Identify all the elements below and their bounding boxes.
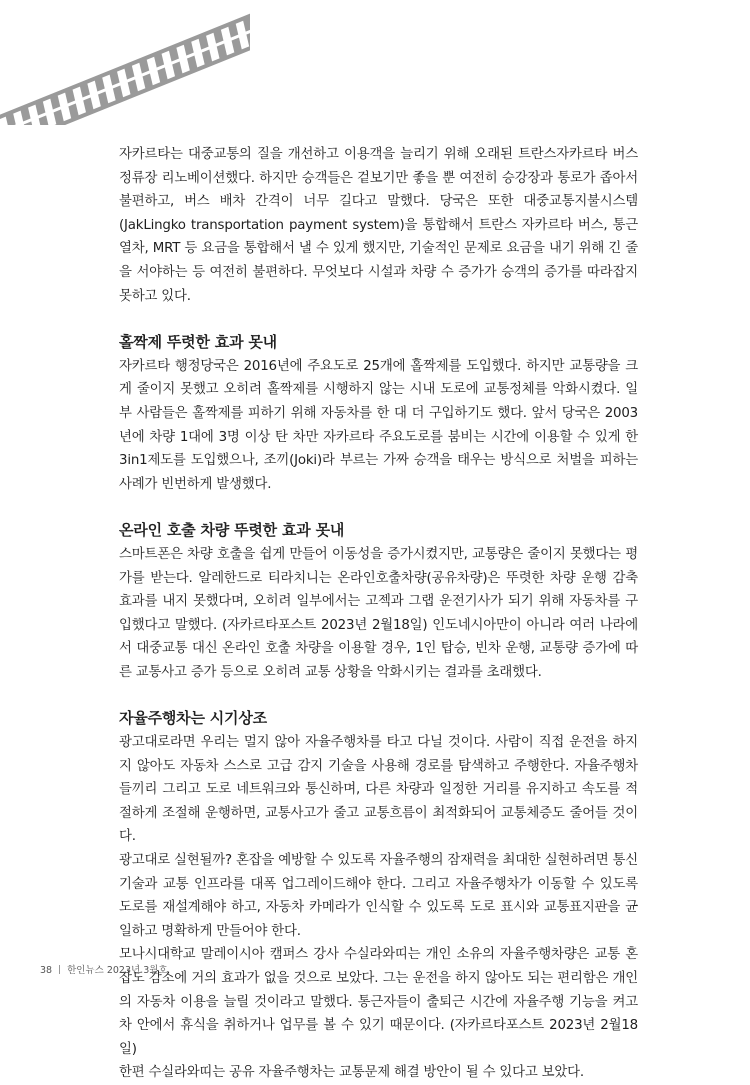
- footer-divider: [59, 965, 60, 974]
- section1-heading: 홀짝제 뚜렷한 효과 못내: [119, 333, 277, 352]
- article-body: [119, 143, 638, 1085]
- section1-paragraph: 자카르타 행정당국은 2016년에 주요도로 25개에 홀짝제를 도입했다. 하지만 교통량을 크게 줄이지 못했고 오히려 홀짝제를 시행하지 않는 시내 도로에 교통정체를 악화시켰다. 일부 사람들은 홀짝제를 피하기 위해 자동차를 한 대 더 구입하기도 했다. 앞서 당국은 2003년에 차량 1대에 3명 이상 탄 차만 자카르타 주요도로를 붐비는 시간에 이용할 수 있게 한 3in1제도를 도입했으나, 조끼(Joki)라 부르는 가짜 승객을 태우는 방식으로 처벌을 피하는 사례가 빈번하게 발생했다.: [119, 358, 638, 492]
- section2-paragraph: 스마트폰은 차량 호출을 쉽게 만들어 이동성을 증가시켰지만, 교통량은 줄이지 못했다는 평가를 받는다. 알레한드로 티라치니는 온라인호출차량(공유차량)은 뚜렷한 차량 운행 감축 효과를 내지 못했다며, 오히려 일부에서는 고젝과 그랩 운전기사가 되기 위해 자동차를 구입했다고 말했다. (자카르타포스트 2023년 2월18일) 인도네시아만이 아니라 여러 나라에서 대중교통 대신 온라인 호출 차량을 이용할 경우, 1인 탑승, 빈차 운행, 교통량 증가에 따른 교통사고 증가 등으로 오히려 교통 상황을 악화시키는 결과를 초래했다.: [119, 546, 638, 680]
- section2-heading: 온라인 호출 차량 뚜렷한 효과 못내: [119, 521, 345, 540]
- section3-paragraph-4: 한편 수실라와띠는 공유 자율주행차는 교통문제 해결 방안이 될 수 있다고 보았다.: [119, 1065, 584, 1081]
- section3-paragraph-2: 광고대로 실현될까? 혼잡을 예방할 수 있도록 자율주행의 잠재력을 최대한 실현하려면 통신기술과 교통 인프라를 대폭 업그레이드해야 한다. 그리고 자율주행차가 이동할 수 있도록 도로를 재설계해야 하고, 자동차 카메라가 인식할 수 있도록 도로 표시와 교통표지판을 균일하고 명확하게 만들어야 한다.: [119, 853, 638, 939]
- section3-paragraph-1: 광고대로라면 우리는 멀지 않아 자율주행차를 타고 다닐 것이다. 사람이 직접 운전을 하지 지 않아도 자동차 스스로 고급 감지 기술을 사용해 경로를 탐색하고 주행한다. 자율주행차들끼리 그리고 도로 네트워크와 통신하며, 다른 차량과 일정한 거리를 유지하고 속도를 적절하게 조절해 운행하면, 교통사고가 줄고 교통흐름이 최적화되어 교통체증도 줄어들 것이다.: [119, 735, 638, 845]
- page-number: 38: [40, 965, 53, 976]
- page-footer: [40, 962, 168, 976]
- section3-paragraph-3: 모나시대학교 말레이시아 캠퍼스 강사 수실라와띠는 개인 소유의 자율주행차량은 교통 혼잡도 감소에 거의 효과가 없을 것으로 보았다. 그는 운전을 하지 않아도 되는 편리함은 개인의 자동차 이용을 늘릴 것이라고 말했다. 통근자들이 출퇴근 시간에 자율주행 기능을 켜고 차 안에서 휴식을 취하거나 업무를 볼 수 있기 때문이다. (자카르타포스트 2023년 2월18일): [119, 947, 638, 1057]
- section3-heading: 자율주행차는 시기상조: [119, 709, 267, 728]
- intro-paragraph: 자카르타는 대중교통의 질을 개선하고 이용객을 늘리기 위해 오래된 트란스자카르타 버스 정류장 리노베이션했다. 하지만 승객들은 겉보기만 좋을 뿐 여전히 승강장과 통로가 좁아서 불편하고, 버스 배차 간격이 너무 길다고 말했다. 당국은 또한 대중교통지불시스템(JakLingko transportation payment system)을 통합해서 트란스 자카르타 버스, 통근열차, MRT 등 요금을 통합해서 낼 수 있게 했지만, 기술적인 문제로 요금을 내기 위해 긴 줄을 서야하는 등 여전히 불편하다. 무엇보다 시설과 차량 수 증가가 승객의 증가를 따라잡지 못하고 있다.: [119, 147, 638, 304]
- publication-title: 한인뉴스 2023년 3월호: [67, 965, 168, 976]
- tire-track-icon: [0, 0, 250, 125]
